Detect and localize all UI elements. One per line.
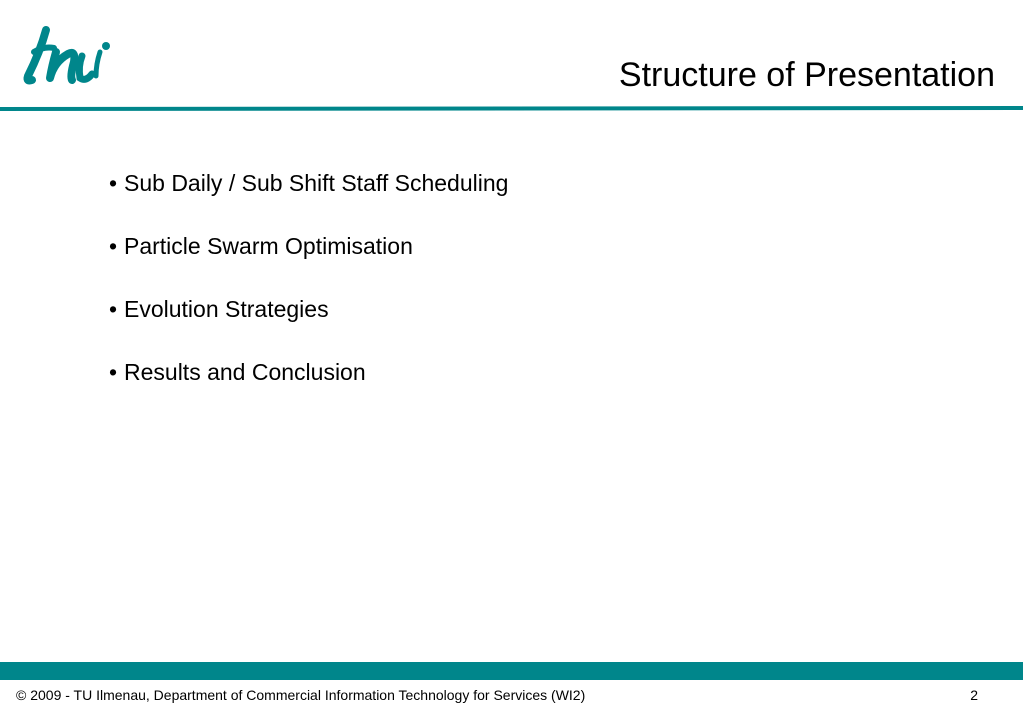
bullet-list	[109, 167, 508, 419]
bullet-symbol: •	[109, 170, 118, 196]
bullet-text: Sub Daily / Sub Shift Staff Scheduling	[124, 170, 509, 196]
footer-band	[0, 662, 1023, 680]
slide-title: Structure of Presentation	[618, 56, 995, 94]
bullet-text: Particle Swarm Optimisation	[124, 233, 413, 259]
bullet-symbol: •	[109, 296, 118, 322]
header-divider	[0, 104, 1023, 111]
bullet-item-results	[109, 356, 508, 388]
logo-graphic	[20, 22, 116, 92]
bullet-text: Evolution Strategies	[124, 296, 329, 322]
bullet-item-pso	[109, 230, 508, 262]
bullet-item-scheduling	[109, 167, 508, 199]
tu-ilmenau-logo-icon	[20, 22, 116, 92]
page-number: 2	[970, 687, 978, 703]
bullet-text: Results and Conclusion	[124, 359, 366, 385]
bullet-symbol: •	[109, 359, 118, 385]
bullet-item-evolution	[109, 293, 508, 325]
footer-copyright: © 2009 - TU Ilmenau, Department of Commercial Information Technology for Services (WI2)	[16, 687, 586, 703]
bullet-symbol: •	[109, 233, 118, 259]
